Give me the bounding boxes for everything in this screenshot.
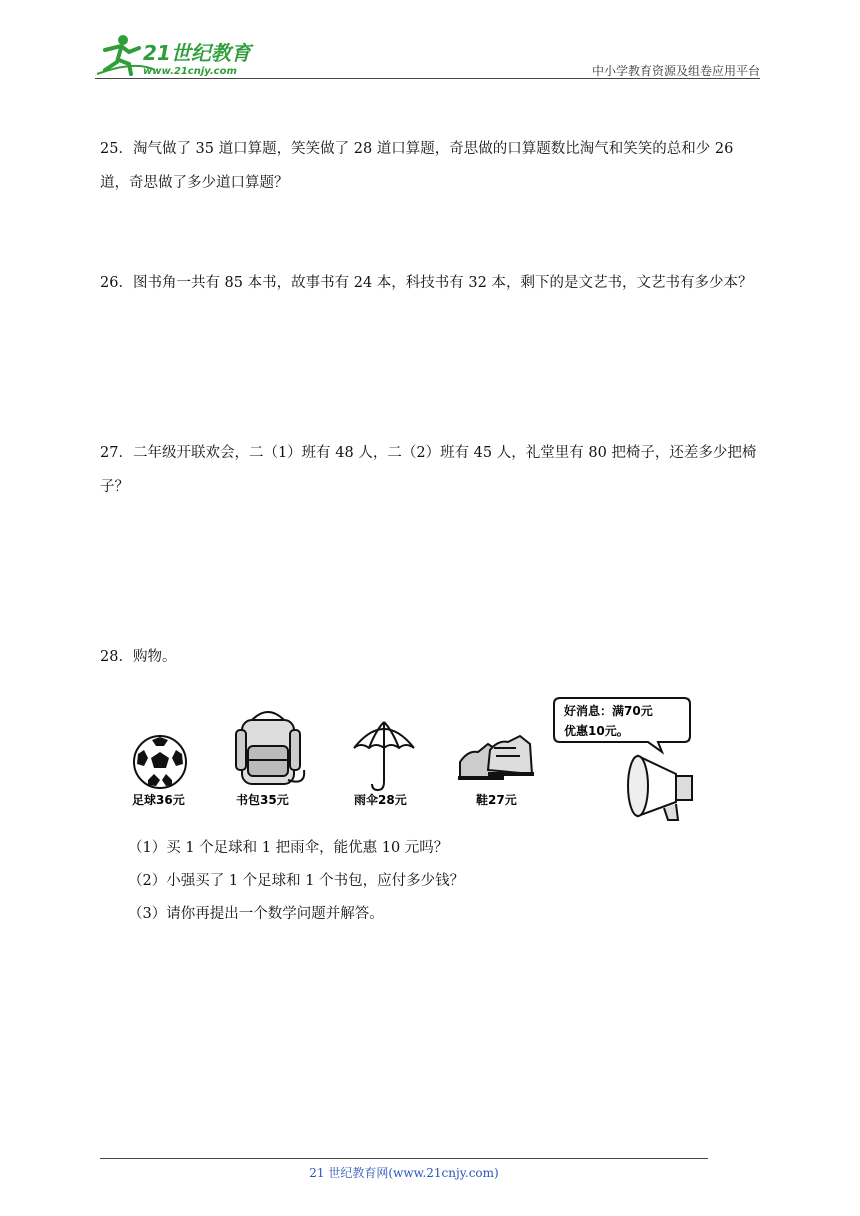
shopping-figure	[128, 690, 716, 822]
soccer-ball-icon	[134, 736, 186, 788]
platform-name: 中小学教育资源及组卷应用平台	[591, 64, 760, 78]
header-divider	[95, 78, 760, 79]
footer-link[interactable]: 21 世纪教育网(www.21cnjy.com)	[309, 1166, 499, 1180]
site-logo	[95, 30, 265, 78]
item-label-backpack: 书包35元	[236, 793, 289, 807]
question-28: 28．购物。	[100, 649, 177, 665]
subquestion-3: （3）请你再提出一个数学问题并解答。	[128, 906, 384, 922]
megaphone-icon	[628, 756, 692, 820]
shoes-icon	[458, 736, 534, 778]
umbrella-icon	[354, 722, 414, 790]
backpack-icon	[236, 712, 304, 784]
svg-text:21世纪教育: 21世纪教育	[143, 41, 251, 65]
question-25: 25．淘气做了 35 道口算题，笑笑做了 28 道口算题，奇思做的口算题数比淘气和笑笑的总和少 26 道，奇思做了多少道口算题？	[100, 141, 734, 191]
runner-logo-icon	[95, 30, 265, 78]
subquestion-2: （2）小强买了 1 个足球和 1 个书包，应付多少钱？	[128, 873, 465, 889]
item-label-shoes: 鞋27元	[476, 793, 517, 807]
question-27: 27．二年级开联欢会，二（1）班有 48 人，二（2）班有 45 人，礼堂里有 80 把椅子，还差多少把椅子？	[100, 445, 757, 495]
bubble-line-1: 好消息：满70元	[564, 704, 653, 718]
footer-divider	[100, 1158, 708, 1159]
question-26: 26．图书角一共有 85 本书，故事书有 24 本，科技书有 32 本，剩下的是文艺书，文艺书有多少本？	[100, 275, 753, 291]
item-label-umbrella: 雨伞28元	[354, 793, 407, 807]
page-header	[95, 30, 760, 80]
subquestion-1: （1）买 1 个足球和 1 把雨伞，能优惠 10 元吗？	[128, 840, 449, 856]
speech-bubble	[554, 698, 690, 752]
svg-text:www.21cnjy.com: www.21cnjy.com	[143, 66, 237, 77]
item-label-soccer: 足球36元	[132, 793, 185, 807]
bubble-line-2: 优惠10元。	[564, 724, 629, 738]
